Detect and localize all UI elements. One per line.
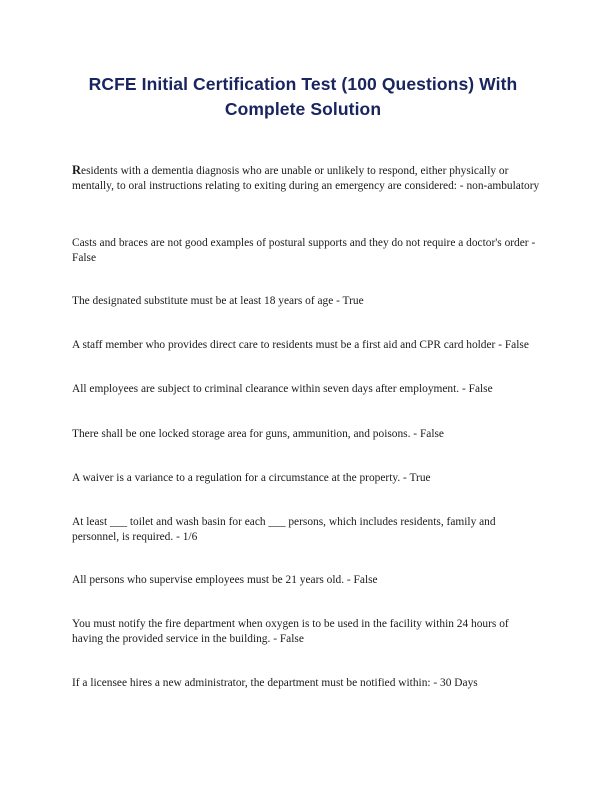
- qa-item: [72, 163, 542, 193]
- qa-item: All employees are subject to criminal clearance within seven days after employment. - False: [72, 383, 493, 395]
- qa-item: A staff member who provides direct care to residents must be a first aid and CPR card holder - False: [72, 339, 529, 351]
- qa-item: Casts and braces are not good examples of postural supports and they do not require a doctor's order - False: [72, 237, 536, 264]
- drop-initial: R: [72, 163, 82, 177]
- qa-item: There shall be one locked storage area for guns, ammunition, and poisons. - False: [72, 428, 444, 440]
- title-line-2: Complete Solution: [224, 99, 382, 119]
- qa-item: You must notify the fire department when oxygen is to be used in the facility within 24 hours of having the provided service in the building. - False: [72, 618, 509, 645]
- qa-text: esidents with a dementia diagnosis who are unable or unlikely to respond, either physically or mentally, to oral instructions relating to exiting during an emergency are considered: - non-ambulatory: [72, 165, 540, 192]
- title-line-1: RCFE Initial Certification Test (100 Questions) With: [88, 74, 518, 94]
- qa-item: All persons who supervise employees must be 21 years old. - False: [72, 574, 378, 586]
- qa-item: If a licensee hires a new administrator, the department must be notified within: - 30 Days: [72, 677, 478, 689]
- qa-item: A waiver is a variance to a regulation for a circumstance at the property. - True: [72, 472, 431, 484]
- qa-item: The designated substitute must be at least 18 years of age - True: [72, 295, 364, 307]
- qa-item: At least ___ toilet and wash basin for each ___ persons, which includes residents, family and personnel, is required. - 1/6: [72, 516, 496, 543]
- document-title: [40, 72, 566, 122]
